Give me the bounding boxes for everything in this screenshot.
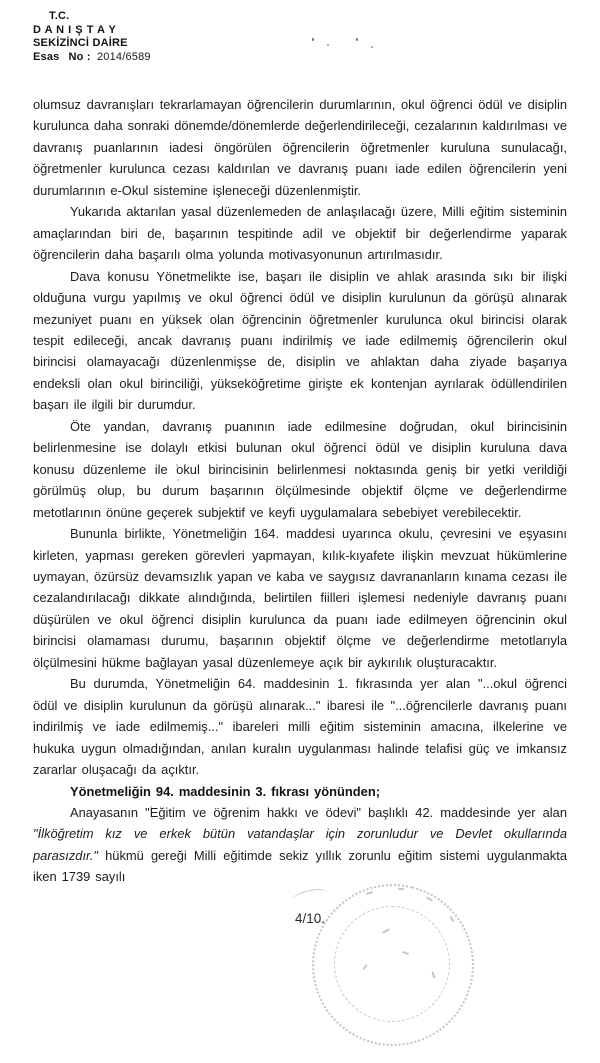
final-paragraph-tail: hükmü gereği Milli eğitimde sekiz yıllık zorunlu eğitim sistemi uygulanmakta iken 1739 sayılı xyxy=(33,847,567,885)
paragraph: Bununla birlikte, Yönetmeliğin 164. maddesi uyarınca okulu, çevresini ve eşyasını kirleten, yapması gereken görevleri yapmayan, kılık-kıyafete ilişkin mevzuat hükümlerine uymayan, özürsüz devamsızlık yapan ve kaba ve saygısız davrananların kınama cezası ile cezalandırılacağı dikkate alındığında, belirtilen fiilleri işlemesi nedeniyle davranış puanı düşürülen ve okul öğrenci disiplin kurulunca da puanı iade edilmeyen öğrencinin okul birincisi olamaması durumu, başarının objektif ölçme ve değerlendirme metotlarıyla ölçülmesini hükme bağlayan yasal düzenlemeye açık bir aykırılık oluşturacaktır. xyxy=(33,526,567,670)
scan-noise-dot xyxy=(327,44,329,46)
paragraph-continuation: olumsuz davranışları tekrarlamayan öğrencilerin durumlarının, okul öğrenci ödül ve disiplin kurulunca daha sonraki dönemde/dönemlerde değerlendirileceği, cezalarının kaldırılması ve davranış puanlarının iadesi öngörülen öğrencilerin öğretmenler kuruluna sunulacağı, öğretmenler kurulunca cezası kaldırılan ve davranış puanı iade edilen öğrencilerin yeni durumlarının e-Okul sistemine işleneceği düzenlenmiştir. xyxy=(33,97,567,198)
paragraph: Bu durumda, Yönetmeliğin 64. maddesinin 1. fıkrasında yer alan "...okul öğrenci ödül ve disiplin kurulunun da görüşü alınarak..." ibaresi ile "...öğrencilerle davranış puanı indirilmiş ve iade edilmemiş..." ibareleri milli eğitim sisteminin amacına, ilkelerine ve hukuka uygun olmadığından, anılan kuralın uygulanması halinde telafisi güç ve imkansız zararlar oluşacağı da açıktır. xyxy=(33,676,567,778)
section-heading: Yönetmeliğin 94. maddesinin 3. fıkrası yönünden; xyxy=(70,783,380,799)
scan-noise-dot xyxy=(312,38,314,41)
seal-inner-ring xyxy=(334,906,450,1022)
document-body xyxy=(33,94,567,888)
case-number-line xyxy=(33,51,151,65)
header-chamber-name: SEKİZİNCİ DAİRE xyxy=(33,37,128,49)
scan-noise-dot xyxy=(356,38,358,41)
constitution-quote: "İlköğretim kız ve erkek bütün vatandaşlar için zorunludur ve Devlet okullarında parasızdır." xyxy=(33,826,567,863)
document-header xyxy=(33,10,151,65)
paragraph-final xyxy=(33,802,567,888)
seal-squiggle xyxy=(291,886,329,906)
scan-noise-dot xyxy=(371,46,373,48)
header-tc: T.C. xyxy=(49,10,70,22)
header-court-name: D A N I Ş T A Y xyxy=(33,23,117,36)
esas-number-value: 2014/6589 xyxy=(96,51,151,63)
final-paragraph-lead: Anayasanın "Eğitim ve öğrenim hakkı ve ödevi" başlıklı 42. maddesinde yer alan xyxy=(70,804,567,820)
paragraph: Öte yandan, davranış puanının iade edilmesine doğrudan, okul birincisinin belirlenmesine ise dolaylı etkisi bulunan okul öğrenci ödül ve disiplin kuruluna dava konusu düzenleme ile okul birincisinin belirlenmesi noktasında geniş bir yetki verildiği görülmüş olup, bu durum başarının ölçülmesinde objektif ölçme ve değerlendirme metotlarının önüne geçerek subjektif ve keyfi uygulamalara sebebiyet verebilecektir. xyxy=(33,418,567,520)
esas-no-label: No : xyxy=(68,51,91,63)
paragraph: Yukarıda aktarılan yasal düzenlemeden de anlaşılacağı üzere, Milli eğitim sisteminin amaçlarından biri de, başarının tespitinde adil ve objektif bir değerlendirme yaparak öğrencilerin daha başarılı olma yolunda motivasyonunun artırılmasıdır. xyxy=(33,204,567,263)
paragraph: Dava konusu Yönetmelikte ise, başarı ile disiplin ve ahlak arasında sıkı bir ilişki olduğuna vurgu yapılmış ve okul öğrenci ödül ve disiplin kurulunun da görüşü alınarak mezuniyet puanı en yüksek olan öğrencinin öğretmenler kurulunca okul birincisi olarak tespit edileceği, ancak davranış puanı indirilmiş ve iade edilmemiş öğrencilerin okul birincisi olamayacağı düzenlenmişse de, disiplin ve ahlaktan daha ziyade başarıya endeksli olan okul birinciliği, yükseköğretime girişte ek kontenjan ayrılarak ödüllendirilen başarı ile ilgili bir durumdur. xyxy=(33,268,567,413)
page-number: 4/10. xyxy=(295,911,326,926)
official-seal-stamp xyxy=(306,882,486,1002)
esas-label: Esas xyxy=(33,51,60,63)
